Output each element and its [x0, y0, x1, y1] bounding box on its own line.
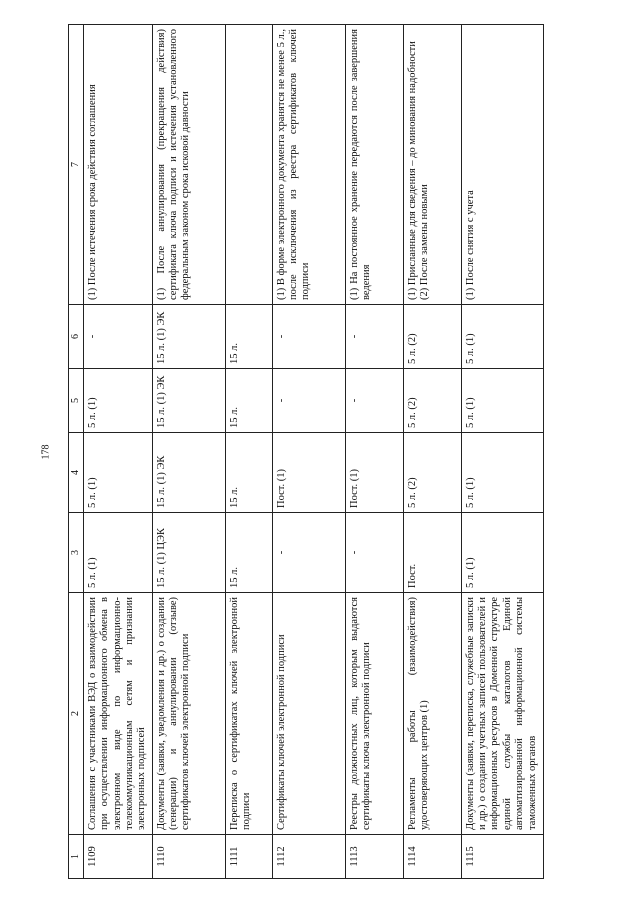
header-row [69, 25, 84, 879]
storage-term-cell: 5 л. (1) [83, 513, 152, 593]
column-header: 3 [69, 513, 84, 593]
storage-term-cell: 5 л. (1) [461, 305, 543, 369]
note-cell: (1) После аннулирования (прекращения действия) сертификата ключа подписи и истечения установленного федеральным законом срока исковой давности [152, 25, 225, 305]
storage-term-cell: - [272, 513, 345, 593]
storage-term-cell: 15 л. (1) ЭК [152, 433, 225, 513]
storage-term-cell: 15 л. [225, 369, 272, 433]
storage-term-cell: 15 л. [225, 433, 272, 513]
column-header: 2 [69, 593, 84, 835]
storage-term-cell: 5 л. (2) [403, 433, 461, 513]
column-header: 5 [69, 369, 84, 433]
column-header: 4 [69, 433, 84, 513]
article-number: 1113 [345, 835, 403, 879]
note-cell: (1) В форме электронного документа хранятся не менее 5 л., после исключения из реестра сертификатов ключей подписи [272, 25, 345, 305]
storage-term-cell: 15 л. (1) ЭК [152, 369, 225, 433]
note-cell: (1) После снятия с учета [461, 25, 543, 305]
storage-term-cell: 15 л. [225, 513, 272, 593]
column-header: 6 [69, 305, 84, 369]
storage-term-cell: 5 л. (1) [83, 369, 152, 433]
article-title: Документы (заявки, уведомления и др.) о создании (генерации) и аннулировании (отзыве) сертификатов ключей электронной подписи [152, 593, 225, 835]
table-row [225, 25, 272, 879]
note-cell: (1) После истечения срока действия соглашения [83, 25, 152, 305]
storage-term-cell: 5 л. (1) [461, 513, 543, 593]
storage-term-cell: 5 л. (1) [461, 369, 543, 433]
column-header: 7 [69, 25, 84, 305]
storage-term-cell: 5 л. (2) [403, 369, 461, 433]
article-title: Переписка о сертификатах ключей электронной подписи [225, 593, 272, 835]
article-title: Сертификаты ключей электронной подписи [272, 593, 345, 835]
storage-term-cell: - [272, 305, 345, 369]
article-number: 1110 [152, 835, 225, 879]
storage-term-cell: - [83, 305, 152, 369]
article-title: Документы (заявки, переписка, служебные записки и др.) о создании учетных записей пользователей и информационных ресурсов в Доменной структуре единой службы каталогов Единой автоматизированной информационной системы таможенных органов [461, 593, 543, 835]
article-title: Соглашения с участниками ВЭД о взаимодействии при осуществлении информационного обмена в электронном виде по информационно-телекоммуникационным сетям и признании электронных подписей [83, 593, 152, 835]
article-number: 1109 [83, 835, 152, 879]
storage-term-cell: 5 л. (1) [461, 433, 543, 513]
storage-term-cell: 15 л. (1) ЦЭК [152, 513, 225, 593]
storage-term-cell: 5 л. (2) [403, 305, 461, 369]
storage-term-cell: Пост. (1) [272, 433, 345, 513]
storage-term-cell: Пост. (1) [345, 433, 403, 513]
note-cell [225, 25, 272, 305]
records-table [68, 24, 544, 879]
storage-term-cell: 15 л. (1) ЭК [152, 305, 225, 369]
article-title: Реестры должностных лиц, которым выдаются сертификаты ключа электронной подписи [345, 593, 403, 835]
column-header: 1 [69, 835, 84, 879]
page-number: 178 [40, 444, 52, 460]
article-number: 1115 [461, 835, 543, 879]
note-cell: (1) На постоянное хранение передаются после завершения ведения [345, 25, 403, 305]
table-row [152, 25, 225, 879]
article-number: 1111 [225, 835, 272, 879]
storage-term-cell: 15 л. [225, 305, 272, 369]
article-number: 1114 [403, 835, 461, 879]
table-row [461, 25, 543, 879]
storage-term-cell: - [345, 513, 403, 593]
storage-term-cell: Пост. [403, 513, 461, 593]
table-row [83, 25, 152, 879]
table-row [345, 25, 403, 879]
note-cell: (1) Присланные для сведения – до минования надобности (2) После замены новыми [403, 25, 461, 305]
table-row [272, 25, 345, 879]
storage-term-cell: 5 л. (1) [83, 433, 152, 513]
table-row [403, 25, 461, 879]
storage-term-cell: - [345, 369, 403, 433]
storage-term-cell: - [345, 305, 403, 369]
article-title: Регламенты работы (взаимодействия) удостоверяющих центров (1) [403, 593, 461, 835]
article-number: 1112 [272, 835, 345, 879]
storage-term-cell: - [272, 369, 345, 433]
